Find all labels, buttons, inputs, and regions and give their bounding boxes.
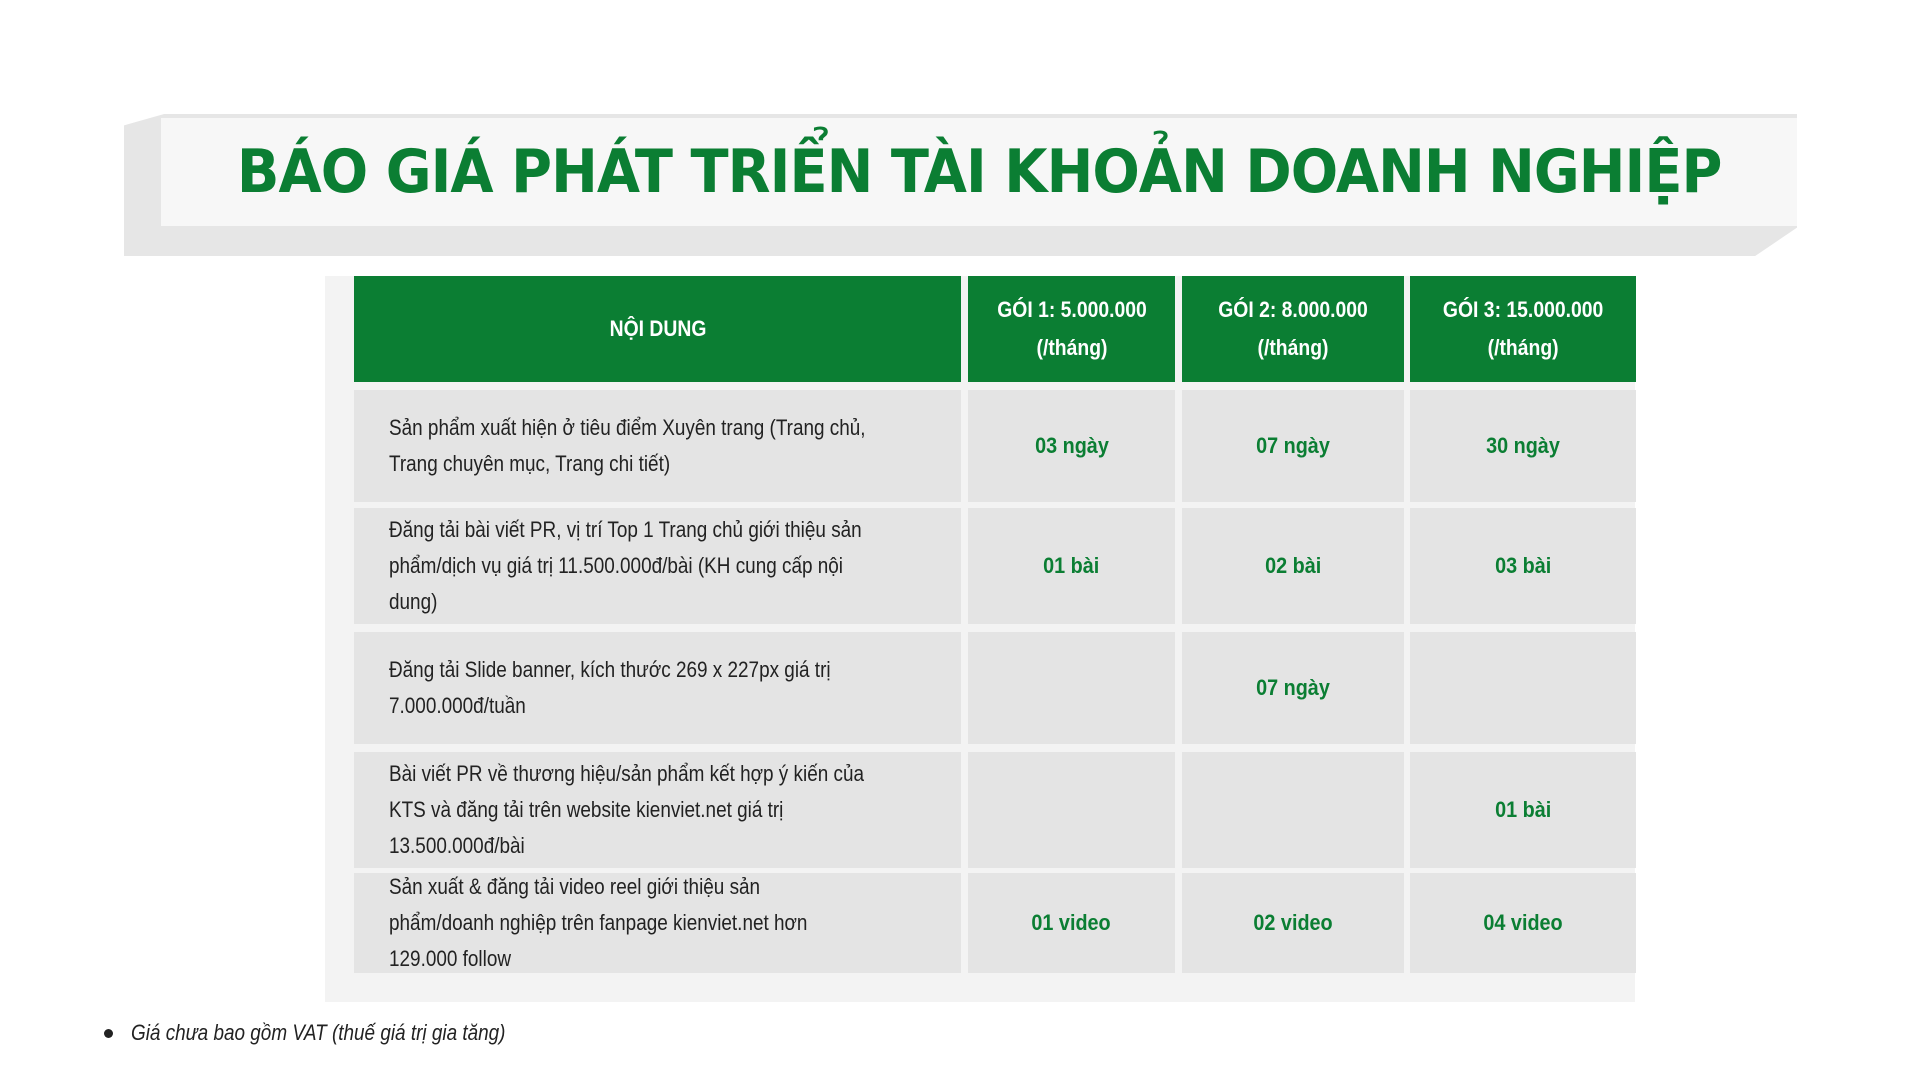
row-2-package-1-text: 01 bài	[1043, 553, 1100, 578]
row-4-package-3	[1410, 752, 1636, 868]
header-package-2	[1182, 276, 1404, 382]
bullet-icon	[104, 1029, 113, 1038]
row-1-package-2	[1182, 390, 1404, 502]
row-1-package-2-text: 07 ngày	[1256, 433, 1330, 458]
row-3-package-3	[1410, 632, 1636, 744]
row-1-package-1-text: 03 ngày	[1034, 433, 1109, 458]
row-2-content-text: Đăng tải bài viết PR, vị trí Top 1 Trang chủ giới thiệu sản phẩm/dịch vụ giá trị 11.500.000đ/bài (KH cung cấp nội dung)	[389, 517, 862, 614]
row-5-package-3-text: 04 video	[1483, 910, 1563, 935]
row-2-package-1	[968, 508, 1175, 624]
header-package-3	[1410, 276, 1636, 382]
row-3-content	[354, 632, 961, 744]
row-4-package-2	[1182, 752, 1404, 868]
row-2-package-3-text: 03 bài	[1494, 553, 1552, 578]
row-2-content	[354, 508, 961, 624]
row-5-package-2-text: 02 video	[1253, 910, 1333, 935]
row-3-content-text: Đăng tải Slide banner, kích thước 269 x 227px giá trị 7.000.000đ/tuần	[389, 657, 831, 718]
header-package-1-text: GÓI 1: 5.000.000 (/tháng)	[996, 297, 1147, 360]
title-banner	[161, 118, 1797, 226]
row-5-package-1	[968, 873, 1175, 973]
row-4-content	[354, 752, 961, 868]
vat-note	[104, 1020, 566, 1046]
row-2-package-2-text: 02 bài	[1264, 553, 1322, 578]
row-1-package-1	[968, 390, 1175, 502]
row-5-package-3	[1410, 873, 1636, 973]
row-1-content-text: Sản phẩm xuất hiện ở tiêu điểm Xuyên trang (Trang chủ, Trang chuyên mục, Trang chi tiết)	[389, 415, 866, 476]
row-3-package-1	[968, 632, 1175, 744]
row-3-package-2-text: 07 ngày	[1256, 675, 1330, 700]
header-package-1	[968, 276, 1175, 382]
row-4-content-text: Bài viết PR về thương hiệu/sản phẩm kết hợp ý kiến của KTS và đăng tải trên website kienviet.net giá trị 13.500.000đ/bài	[389, 761, 865, 858]
header-package-3-text: GÓI 3: 15.000.000 (/tháng)	[1442, 297, 1604, 360]
page-title: BÁO GIÁ PHÁT TRIỂN TÀI KHOẢN DOANH NGHIỆP	[236, 137, 1722, 207]
row-4-package-1	[968, 752, 1175, 868]
row-1-content	[354, 390, 961, 502]
row-1-package-3	[1410, 390, 1636, 502]
header-content-text: NỘI DUNG	[609, 316, 706, 341]
header-package-2-text: GÓI 2: 8.000.000 (/tháng)	[1218, 297, 1368, 360]
header-content	[354, 276, 961, 382]
row-2-package-2	[1182, 508, 1404, 624]
vat-note-text: Giá chưa bao gồm VAT (thuế giá trị gia tăng)	[131, 1020, 506, 1045]
row-2-package-3	[1410, 508, 1636, 624]
row-5-content-text: Sản xuất & đăng tải video reel giới thiệu sản phẩm/doanh nghiệp trên fanpage kienviet.net hơn 129.000 follow	[389, 874, 808, 971]
row-3-package-2	[1182, 632, 1404, 744]
row-5-package-2	[1182, 873, 1404, 973]
row-5-package-1-text: 01 video	[1031, 910, 1112, 935]
row-4-package-3-text: 01 bài	[1494, 797, 1552, 822]
row-5-content	[354, 873, 961, 973]
row-1-package-3-text: 30 ngày	[1486, 433, 1560, 458]
